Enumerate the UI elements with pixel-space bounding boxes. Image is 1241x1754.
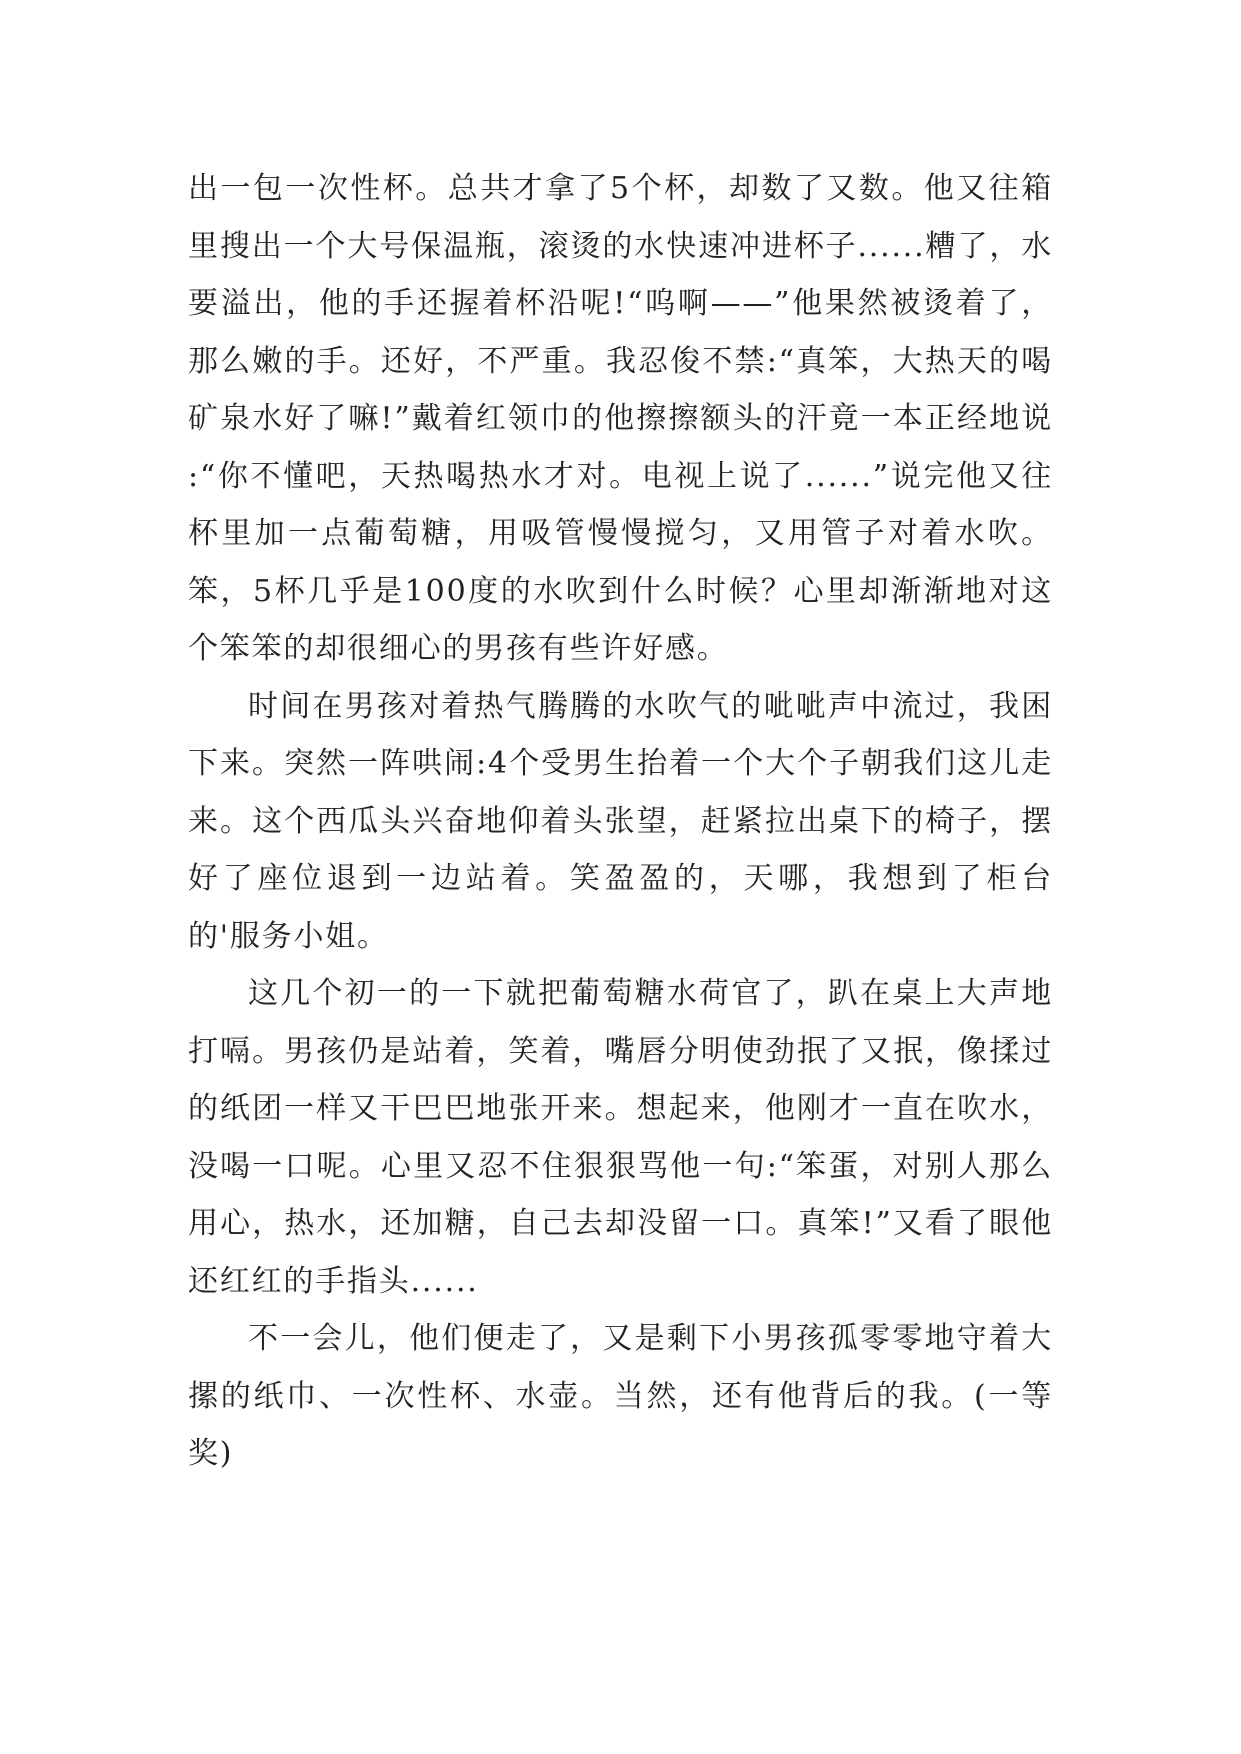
article-body bbox=[188, 160, 1053, 1483]
paragraph-3: 这几个初一的一下就把葡萄糖水荷官了，趴在桌上大声地打嗝。男孩仍是站着，笑着，嘴唇分明使劲抿了又抿，像揉过的纸团一样又干巴巴地张开来。想起来，他刚才一直在吹水，没喝一口呢。心里又忍不住狠狠骂他一句:“笨蛋，对别人那么用心，热水，还加糖，自己去却没留一口。真笨!”又看了眼他还红红的手指头...... bbox=[188, 976, 1053, 1299]
paragraph-continuation: 出一包一次性杯。总共才拿了5个杯，却数了又数。他又往箱里搜出一个大号保温瓶，滚烫的水快速冲进杯子......糟了，水要溢出，他的手还握着杯沿呢!“呜啊——”他果然被烫着了，那么嫩的手。还好，不严重。我忍俊不禁:“真笨，大热天的喝矿泉水好了嘛!”戴着红领巾的他擦擦额头的汗竟一本正经地说 :“你不懂吧，天热喝热水才对。电视上说了......”说完他又往杯里加一点葡萄糖，用吸管慢慢搅匀，又用管子对着水吹。笨，5杯几乎是100度的水吹到什么时候？心里却渐渐地对这个笨笨的却很细心的男孩有些许好感。 bbox=[188, 171, 1054, 666]
paragraph-2: 时间在男孩对着热气腾腾的水吹气的呲呲声中流过，我困下来。突然一阵哄闹:4个受男生抬着一个大个子朝我们这儿走来。这个西瓜头兴奋地仰着头张望，赶紧拉出桌下的椅子，摆好了座位退到一边站着。笑盈盈的，天哪，我想到了柜台的'服务小姐。 bbox=[188, 688, 1053, 954]
paragraph-4: 不一会儿，他们便走了，又是剩下小男孩孤零零地守着大摞的纸巾、一次性杯、水壶。当然，还有他背后的我。(一等奖) bbox=[188, 1321, 1053, 1471]
